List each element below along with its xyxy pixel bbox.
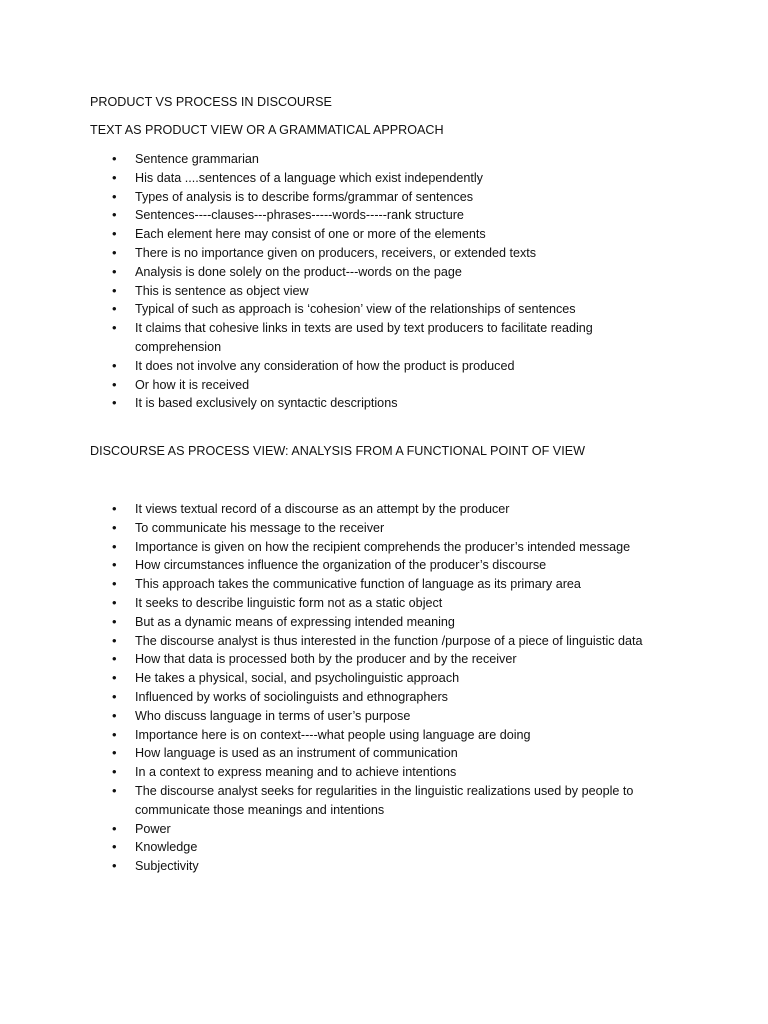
list-item: • This approach takes the communicative function of language as its primary area — [0, 575, 768, 594]
list-item: • Typical of such as approach is ‘cohesion’ view of the relationships of sentences — [0, 300, 768, 319]
list-item: • The discourse analyst seeks for regularities in the linguistic realizations used by people to communicate those meanings and intentions — [0, 782, 768, 820]
list-item: • There is no importance given on producers, receivers, or extended texts — [0, 244, 768, 263]
list-item: • Power — [0, 820, 768, 839]
list-item: • How circumstances influence the organization of the producer’s discourse — [0, 556, 768, 575]
list-item: • But as a dynamic means of expressing intended meaning — [0, 613, 768, 632]
list-item: • It seeks to describe linguistic form not as a static object — [0, 594, 768, 613]
list-item: • Importance is given on how the recipient comprehends the producer’s intended message — [0, 538, 768, 557]
list-item: • He takes a physical, social, and psycholinguistic approach — [0, 669, 768, 688]
list-item: • In a context to express meaning and to achieve intentions — [0, 763, 768, 782]
list-item: • Each element here may consist of one or more of the elements — [0, 225, 768, 244]
bullet-list-process — [0, 500, 768, 876]
list-item: • Sentence grammarian — [0, 150, 768, 169]
list-item: • It is based exclusively on syntactic descriptions — [0, 394, 768, 413]
list-item: • How that data is processed both by the producer and by the receiver — [0, 650, 768, 669]
list-item: • The discourse analyst is thus interested in the function /purpose of a piece of linguistic data — [0, 632, 768, 651]
document-title: PRODUCT VS PROCESS IN DISCOURSE — [90, 95, 332, 109]
list-item: • Influenced by works of sociolinguists and ethnographers — [0, 688, 768, 707]
section-heading-process: DISCOURSE AS PROCESS VIEW: ANALYSIS FROM A FUNCTIONAL POINT OF VIEW — [90, 444, 585, 458]
list-item: • Importance here is on context----what people using language are doing — [0, 726, 768, 745]
list-item: • His data ....sentences of a language which exist independently — [0, 169, 768, 188]
list-item: • It views textual record of a discourse as an attempt by the producer — [0, 500, 768, 519]
bullet-list-product — [0, 150, 768, 413]
list-item: • This is sentence as object view — [0, 282, 768, 301]
list-item: • It does not involve any consideration of how the product is produced — [0, 357, 768, 376]
list-item: • It claims that cohesive links in texts are used by text producers to facilitate reading comprehension — [0, 319, 768, 357]
list-item: • Subjectivity — [0, 857, 768, 876]
list-item: • Who discuss language in terms of user’s purpose — [0, 707, 768, 726]
list-item: • Sentences----clauses---phrases-----words-----rank structure — [0, 206, 768, 225]
list-item: • How language is used as an instrument of communication — [0, 744, 768, 763]
list-item: • To communicate his message to the receiver — [0, 519, 768, 538]
list-item: • Types of analysis is to describe forms/grammar of sentences — [0, 188, 768, 207]
section-heading-product: TEXT AS PRODUCT VIEW OR A GRAMMATICAL APPROACH — [90, 123, 444, 137]
list-item: • Or how it is received — [0, 376, 768, 395]
list-item: • Analysis is done solely on the product---words on the page — [0, 263, 768, 282]
list-item: • Knowledge — [0, 838, 768, 857]
